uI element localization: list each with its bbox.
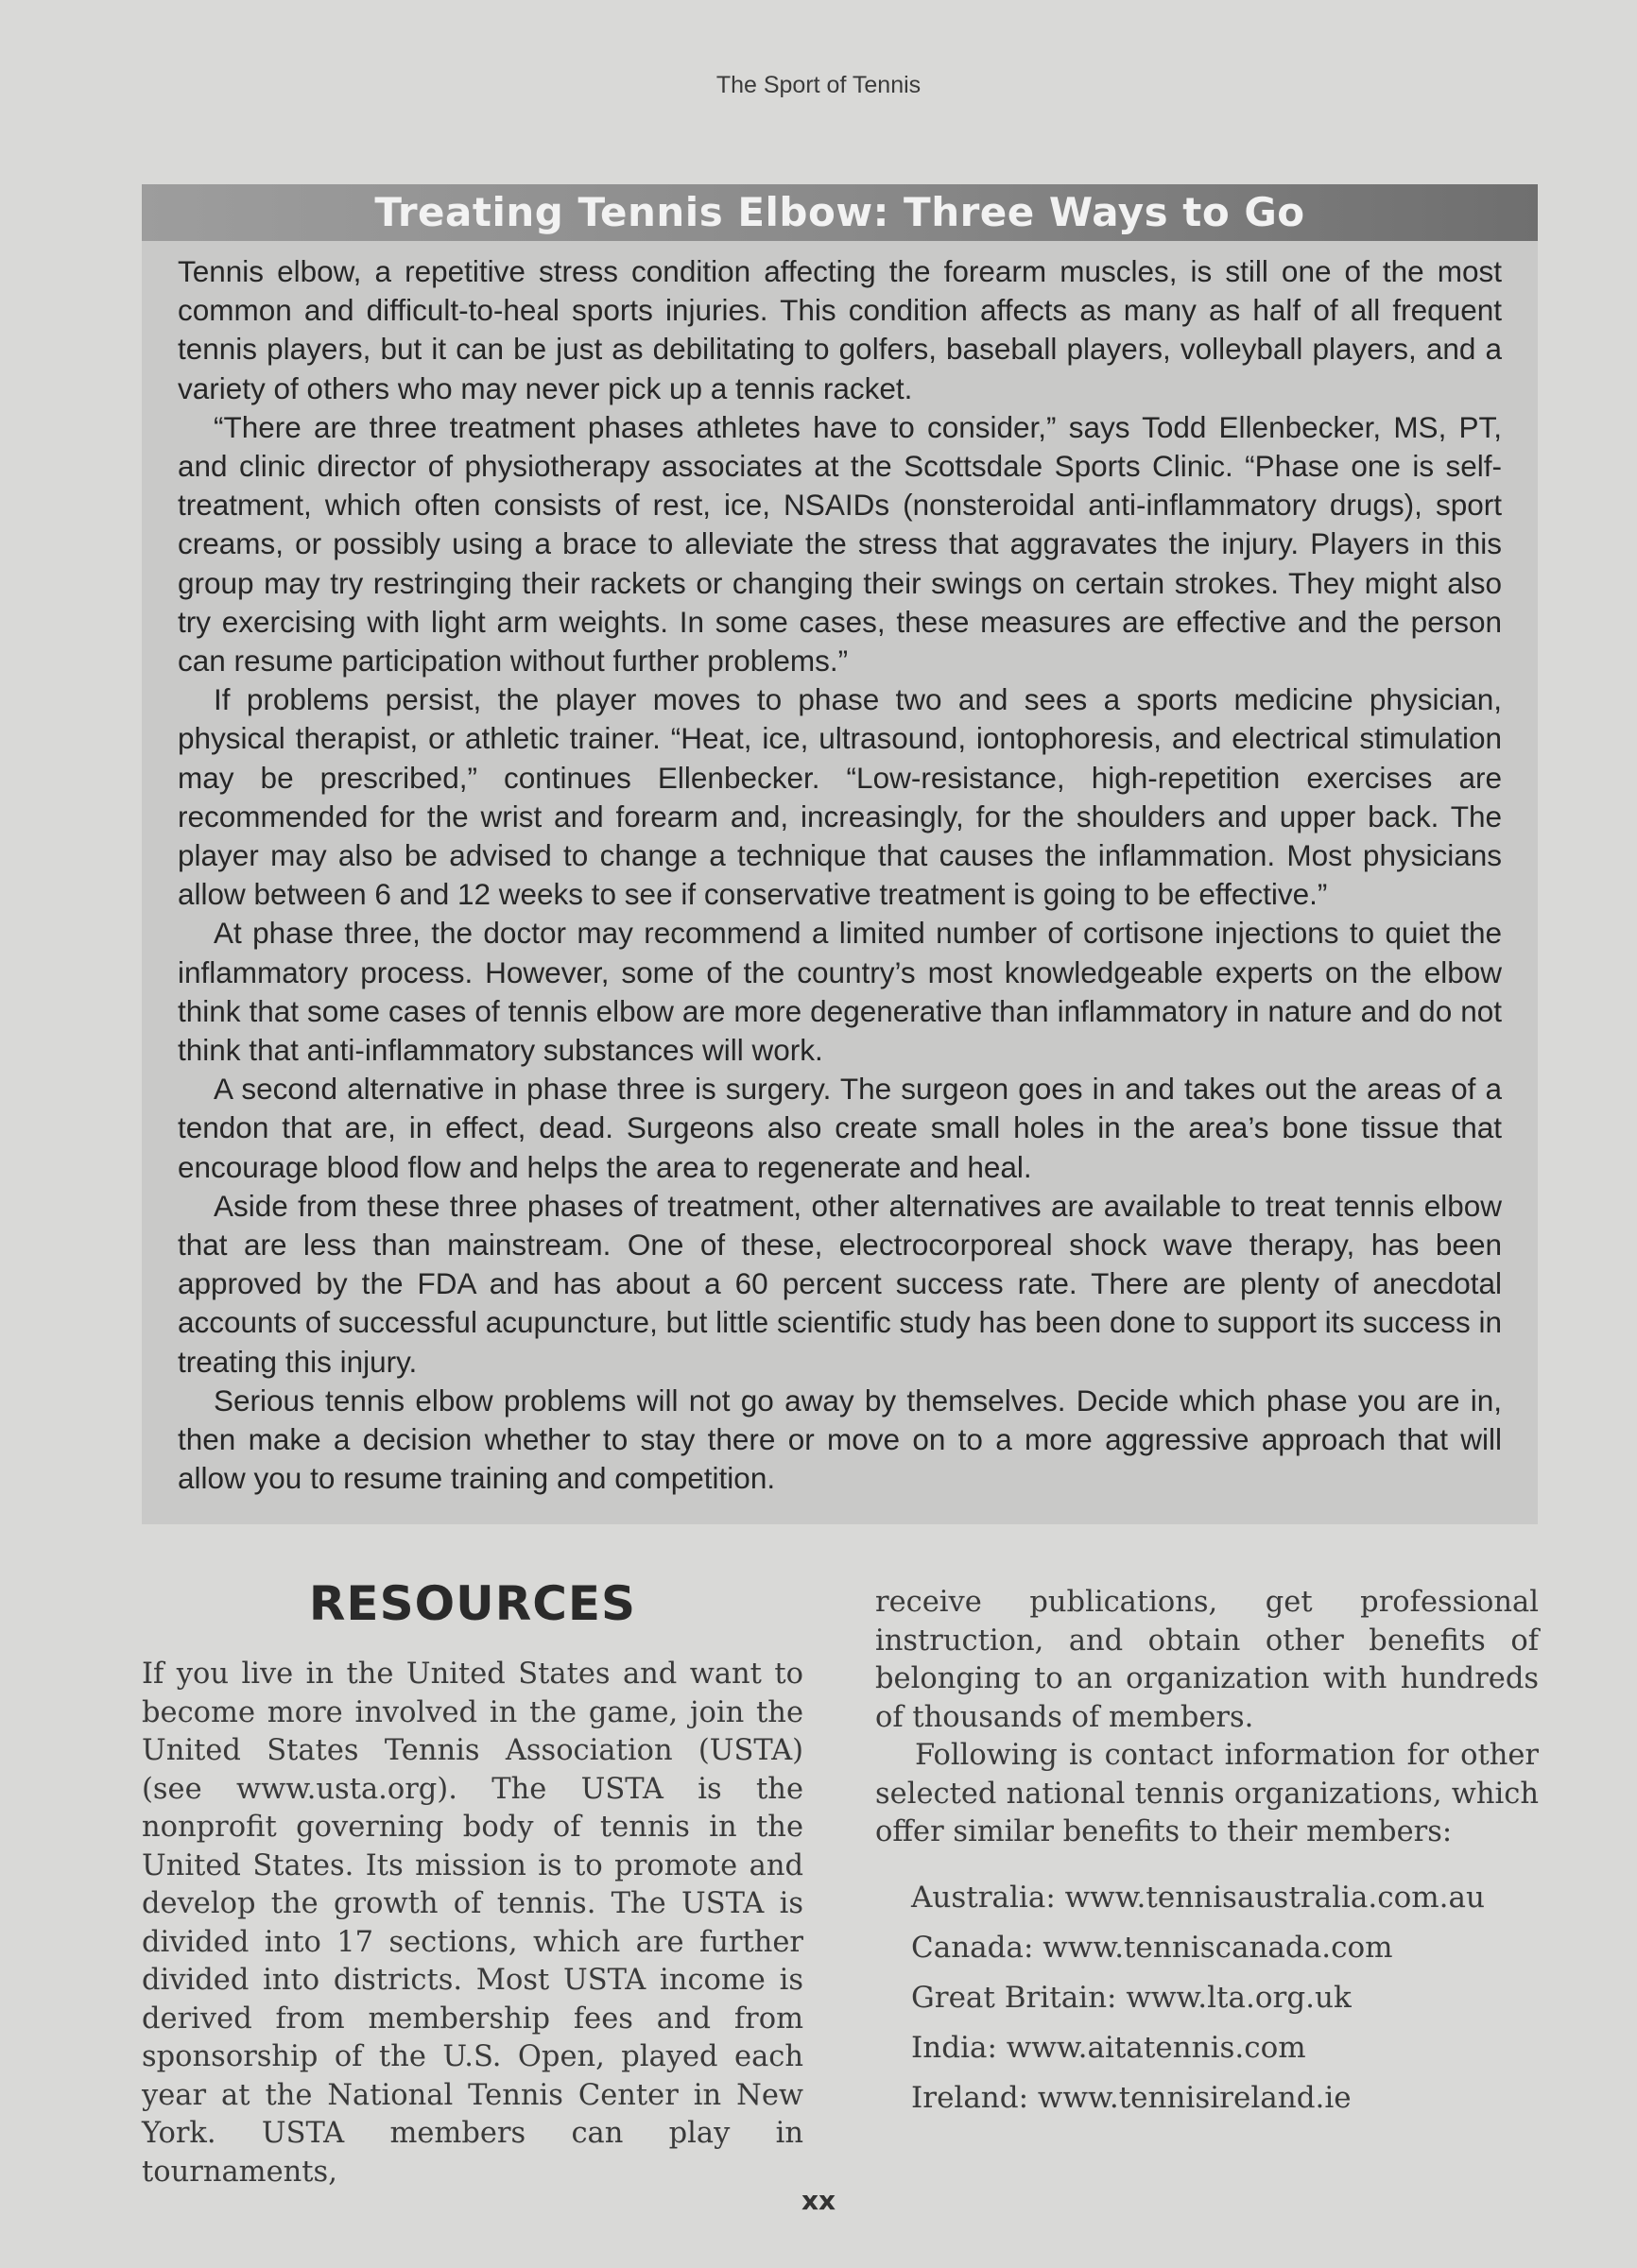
- sidebar-title: Treating Tennis Elbow: Three Ways to Go: [142, 184, 1538, 241]
- sidebar-paragraph: A second alternative in phase three is surgery. The surgeon goes in and takes out the areas of a tendon that are, in effect, dead. Surgeons also create small holes in the area’s bone tissue that encourage blood flow and helps the area to regenerate and heal.: [178, 1072, 1502, 1184]
- sidebar-paragraph: Aside from these three phases of treatment, other alternatives are available to treat tennis elbow that are less than mainstream. One of these, electrocorporeal shock wave therapy, has been approved by the FDA and has about a 60 percent success rate. There are plenty of anecdotal accounts of successful acupuncture, but little scientific study has been done to support its success in treating this injury.: [178, 1188, 1502, 1379]
- sidebar-paragraph: Tennis elbow, a repetitive stress condition affecting the forearm muscles, is still one of the most common and difficult-to-heal sports injuries. This condition affects as many as half of all frequent tennis players, but it can be just as debilitating to golfers, baseball players, volleyball players, and a variety of others who may never pick up a tennis racket.: [178, 254, 1502, 405]
- contact-item-ireland: Ireland: www.tennisireland.ie: [911, 2080, 1352, 2115]
- sidebar-body: [142, 241, 1538, 1499]
- sidebar-paragraph: At phase three, the doctor may recommend a limited number of cortisone injections to quiet the inflammatory process. However, some of the country’s most knowledgeable experts on the elbow think that some cases of tennis elbow are more degenerative than inflammatory in nature and do not think that anti-inflammatory substances will work.: [178, 916, 1502, 1068]
- sidebar-paragraph: Serious tennis elbow problems will not go away by themselves. Decide which phase you are in, then make a decision whether to stay there or move on to a more aggressive approach that will allow you to resume training and competition.: [178, 1383, 1502, 1496]
- sidebar-paragraph: “There are three treatment phases athletes have to consider,” says Todd Ellenbecker, MS, PT, and clinic director of physiotherapy associates at the Scottsdale Sports Clinic. “Phase one is self-treatment, which often consists of rest, ice, NSAIDs (nonsteroidal anti-inflammatory drugs), sport creams, or possibly using a brace to alleviate the stress that aggravates the injury. Players in this group may try restringing their rackets or changing their swings on certain strokes. They might also try exercising with light arm weights. In some cases, these measures are effective and the person can resume participation without further problems.”: [178, 409, 1502, 679]
- contact-item-canada: Canada: www.tenniscanada.com: [911, 1930, 1393, 1965]
- resources-right-column: [875, 1584, 1539, 2123]
- resources-heading: RESOURCES: [308, 1576, 637, 1631]
- resources-paragraph: If you live in the United States and want to become more involved in the game, join the United States Tennis Association (USTA) (see www.usta.org). The USTA is the nonprofit governing body of tennis in the United States. Its mission is to promote and develop the growth of tennis. The USTA is divided into 17 sections, which are further divided into districts. Most USTA income is derived from membership fees and from sponsorship of the U.S. Open, played each year at the National Tennis Center in New York. USTA members can play in tournaments,: [142, 1658, 803, 2189]
- resources-paragraph-continued: receive publications, get professional instruction, and obtain other benefits of belonging to an organization with hundreds of thousands of members.: [875, 1586, 1539, 1734]
- contact-item-australia: Australia: www.tennisaustralia.com.au: [911, 1880, 1485, 1915]
- contact-list: [911, 1873, 1539, 2123]
- page-number: xx: [801, 2185, 836, 2216]
- sidebar-paragraph: If problems persist, the player moves to phase two and sees a sports medicine physician, physical therapist, or athletic trainer. “Heat, ice, ultrasound, iontophoresis, and electrical stimulation may be prescribed,” continues Ellenbecker. “Low-resistance, high-repetition exercises are recommended for the wrist and forearm and, increasingly, for the shoulders and upper back. The player may also be advised to change a technique that causes the inflammation. Most physicians allow between 6 and 12 weeks to see if conservative treatment is going to be effective.”: [178, 682, 1502, 912]
- resources-left-column: [142, 1656, 803, 2191]
- sidebar-box: [142, 184, 1538, 1524]
- running-head: The Sport of Tennis: [715, 72, 922, 98]
- contact-item-india: India: www.aitatennis.com: [911, 2030, 1306, 2065]
- contact-item-great-britain: Great Britain: www.lta.org.uk: [911, 1980, 1352, 2015]
- resources-paragraph: Following is contact information for other selected national tennis organizations, which offer similar benefits to their members:: [875, 1739, 1539, 1848]
